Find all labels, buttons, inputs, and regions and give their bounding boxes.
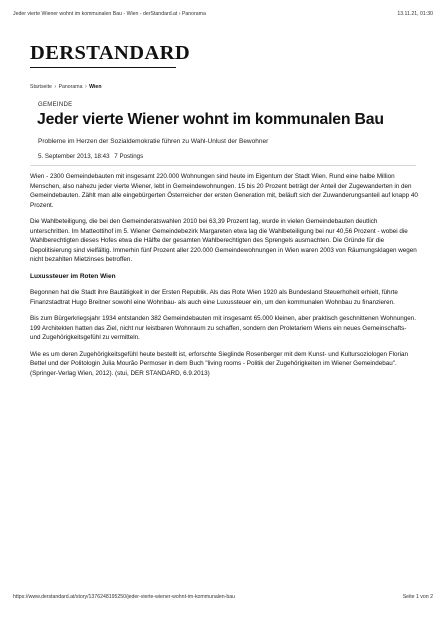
article-date: 5. September 2013, 18:43 [38, 153, 110, 160]
site-logo[interactable]: DERSTANDARD [30, 42, 191, 64]
breadcrumb [30, 84, 102, 90]
breadcrumb-separator: › [54, 84, 57, 90]
print-header [13, 11, 433, 21]
article-paragraph: Wie es um deren Zugehörigkeitsgefühl heute bestellt ist, erforschte Sieglinde Rosenberger mit dem Kunst- und Kultursoziologen Florian Bettel und der Politologin Julia Mourão Permoser in dem Buch "living rooms - Politik der Zugehörigkeiten im Wiener Gemeindebau". (Springer-Verlag Wien, 2012). (stui, DER STANDARD, 6.9.2013) [30, 350, 409, 377]
breadcrumb-item-wien[interactable]: Wien [89, 84, 102, 90]
article-paragraph: Begonnen hat die Stadt ihre Bautätigkeit in der Ersten Republik. Als das Rote Wien 1920 als Bundesland Steuerhoheit erhielt, führte Finanzstadtrat Hugo Breitner sowohl eine Wohnbau- als auch eine Luxussteuer ein, um den kommunalen Wohnbau zu finanzieren. [30, 289, 398, 306]
print-header-datetime: 13.11.21, 01:30 [397, 11, 433, 17]
print-header-title: Jeder vierte Wiener wohnt im kommunalen Bau - Wien - derStandard.at › Panorama [13, 11, 206, 17]
article-headline: Jeder vierte Wiener wohnt im kommunalen Bau [37, 111, 384, 128]
breadcrumb-item-panorama[interactable]: Panorama [58, 84, 83, 90]
breadcrumb-item-startseite[interactable]: Startseite [30, 84, 52, 90]
article-paragraph: Bis zum Bürgerkriegsjahr 1934 entstanden 382 Gemeindebauten mit insgesamt 65.000 kleinen, aber praktisch geschnittenen Wohnungen. 199 Architekten hatten das Ziel, nicht nur leistbaren Wohnraum zu schaffen, sondern den Proletariern Wiens ein neues Gemeinschafts- und Zugehörigkeitsgefühl zu vermitteln. [30, 315, 416, 341]
logo-underline [30, 67, 176, 68]
article-divider [30, 165, 416, 166]
article-paragraph: Die Wahlbeteiligung, die bei den Gemeinderatswahlen 2010 bei 63,39 Prozent lag, wurde in vielen Gemeindebauten deutlich unterschritten. Im Matteottihof im 5. Wiener Gemeindebezirk Margareten etwa lag die Wahlbeteiligung bei nur 40,56 Prozent - wobei die Wahlberechtigten dieses Hofes etwa die Hälfte der gesamten Wahlberechtigten des Sprengels ausmachten. Die Gründe für die Depolitisierung sind vielfältig. Immerhin fünf Prozent aller 220.000 Gemeindewohnungen in Wien waren 2003 von Räumungsklagen wegen nicht bezahlten Mietzinses betroffen. [30, 218, 417, 263]
breadcrumb-separator: › [84, 84, 87, 90]
article-subhead: Probleme im Herzen der Sozialdemokratie führen zu Wahl-Unlust der Bewohner [38, 138, 269, 145]
print-footer-url[interactable]: https://www.derstandard.at/story/1376248195250/jeder-vierte-wiener-wohnt-im-kommunalen-bau [13, 594, 236, 600]
article-kicker: GEMEINDE [38, 102, 73, 108]
postings-link[interactable]: 7 Postings [114, 153, 144, 160]
article-meta [38, 153, 143, 160]
article-paragraph: Wien - 2300 Gemeindebauten mit insgesamt 220.000 Wohnungen sind heute im Eigentum der Stadt Wien. Rund eine halbe Million Menschen, also nahezu jeder vierte Wiener, lebt in Gemeindewohnungen. 15 bis 20 Prozent beträgt der Anteil der Zugewanderten in den Gemeindebauten. Zählt man alle eingebürgerten Österreicher der ersten Generation mit, beläuft sich der Zuwanderungsanteil auf knapp 40 Prozent. [30, 173, 418, 209]
print-footer-page: Seite 1 von 2 [402, 594, 433, 600]
section-heading: Luxussteuer im Roten Wien [30, 272, 116, 280]
article-body [30, 172, 418, 385]
